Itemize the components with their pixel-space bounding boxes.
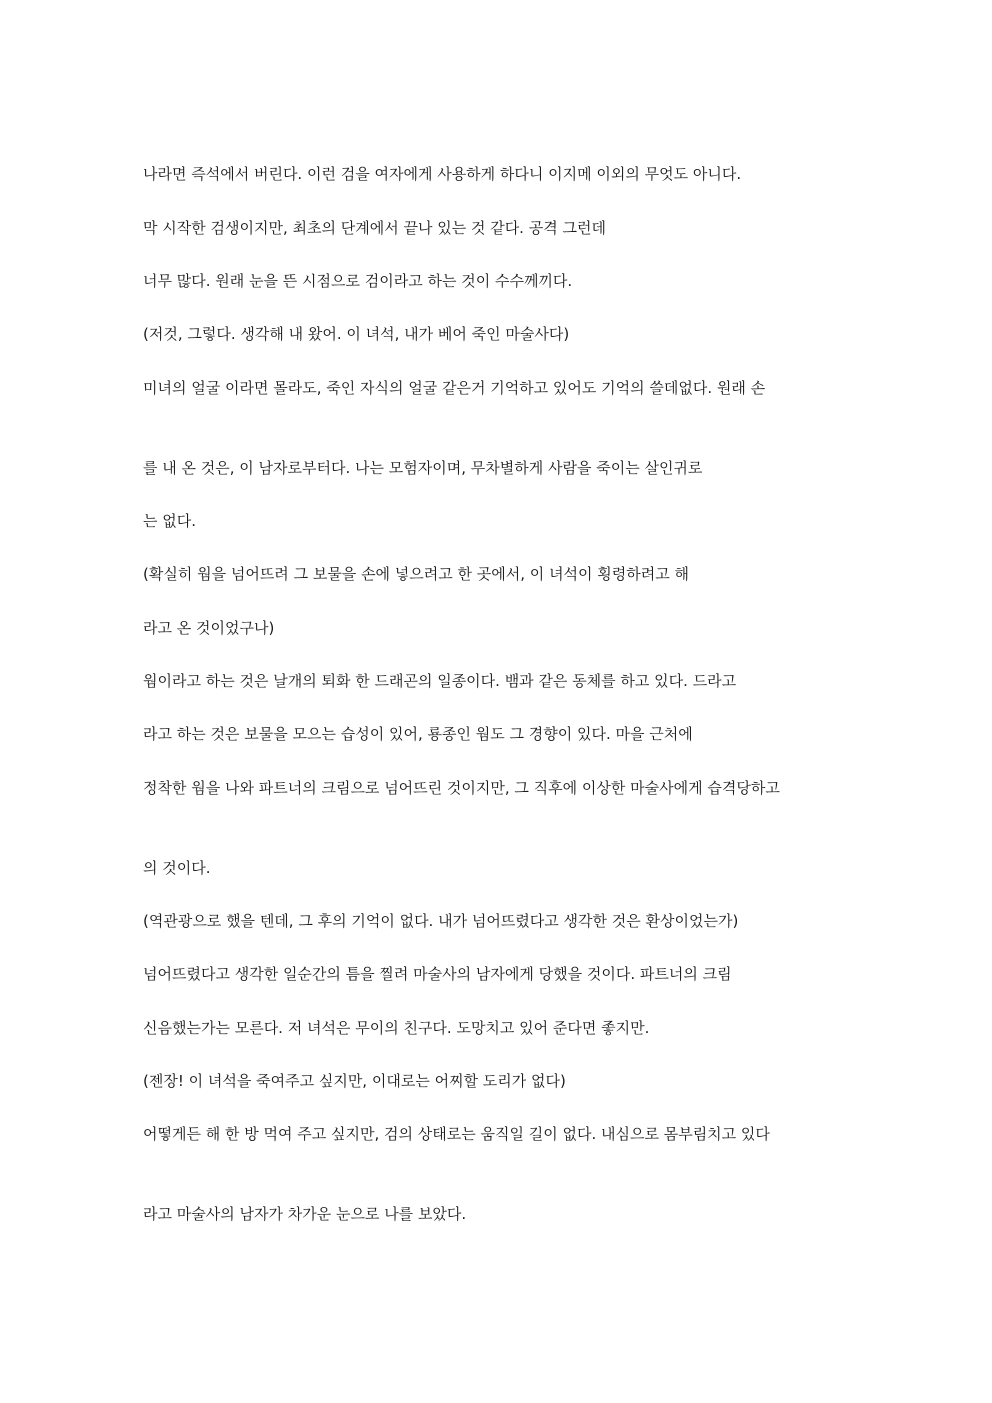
paragraph: 미녀의 얼굴 이라면 몰라도, 죽인 자식의 얼굴 같은거 기억하고 있어도 기억의 쓸데없다. 원래 손 xyxy=(143,379,766,397)
paragraph: (역관광으로 했을 텐데, 그 후의 기억이 없다. 내가 넘어뜨렸다고 생각한 것은 환상이었는가) xyxy=(143,912,739,930)
paragraph: 라고 온 것이었구나) xyxy=(143,619,275,637)
paragraph: (확실히 웜을 넘어뜨려 그 보물을 손에 넣으려고 한 곳에서, 이 녀석이 횡령하려고 해 xyxy=(143,565,690,583)
paragraph: 는 없다. xyxy=(143,512,197,530)
paragraph: 너무 많다. 원래 눈을 뜬 시점으로 검이라고 하는 것이 수수께끼다. xyxy=(143,272,573,290)
paragraph: 어떻게든 해 한 방 먹여 주고 싶지만, 검의 상태로는 움직일 길이 없다. 내심으로 몸부림치고 있다 xyxy=(143,1125,770,1143)
paragraph: (저것, 그렇다. 생각해 내 왔어. 이 녀석, 내가 베어 죽인 마술사다) xyxy=(143,325,570,343)
paragraph: 웜이라고 하는 것은 날개의 퇴화 한 드래곤의 일종이다. 뱀과 같은 동체를 하고 있다. 드라고 xyxy=(143,672,737,690)
paragraph: 의 것이다. xyxy=(143,859,211,877)
paragraph: 정착한 웜을 나와 파트너의 크림으로 넘어뜨린 것이지만, 그 직후에 이상한 마술사에게 습격당하고 xyxy=(143,779,780,797)
paragraph: 를 내 온 것은, 이 남자로부터다. 나는 모험자이며, 무차별하게 사람을 죽이는 살인귀로 xyxy=(143,459,703,477)
paragraph: 라고 하는 것은 보물을 모으는 습성이 있어, 룡종인 웜도 그 경향이 있다. 마을 근처에 xyxy=(143,725,693,743)
paragraph: 라고 마술사의 남자가 차가운 눈으로 나를 보았다. xyxy=(143,1205,467,1223)
paragraph: 막 시작한 검생이지만, 최초의 단계에서 끝나 있는 것 같다. 공격 그런데 xyxy=(143,219,606,237)
paragraph: 넘어뜨렸다고 생각한 일순간의 틈을 찔려 마술사의 남자에게 당했을 것이다. 파트너의 크림 xyxy=(143,965,732,983)
paragraph: (젠장! 이 녀석을 죽여주고 싶지만, 이대로는 어찌할 도리가 없다) xyxy=(143,1072,566,1090)
paragraph: 신음했는가는 모른다. 저 녀석은 무이의 친구다. 도망치고 있어 준다면 좋지만. xyxy=(143,1019,650,1037)
paragraph: 나라면 즉석에서 버린다. 이런 검을 여자에게 사용하게 하다니 이지메 이외의 무엇도 아니다. xyxy=(143,165,742,183)
